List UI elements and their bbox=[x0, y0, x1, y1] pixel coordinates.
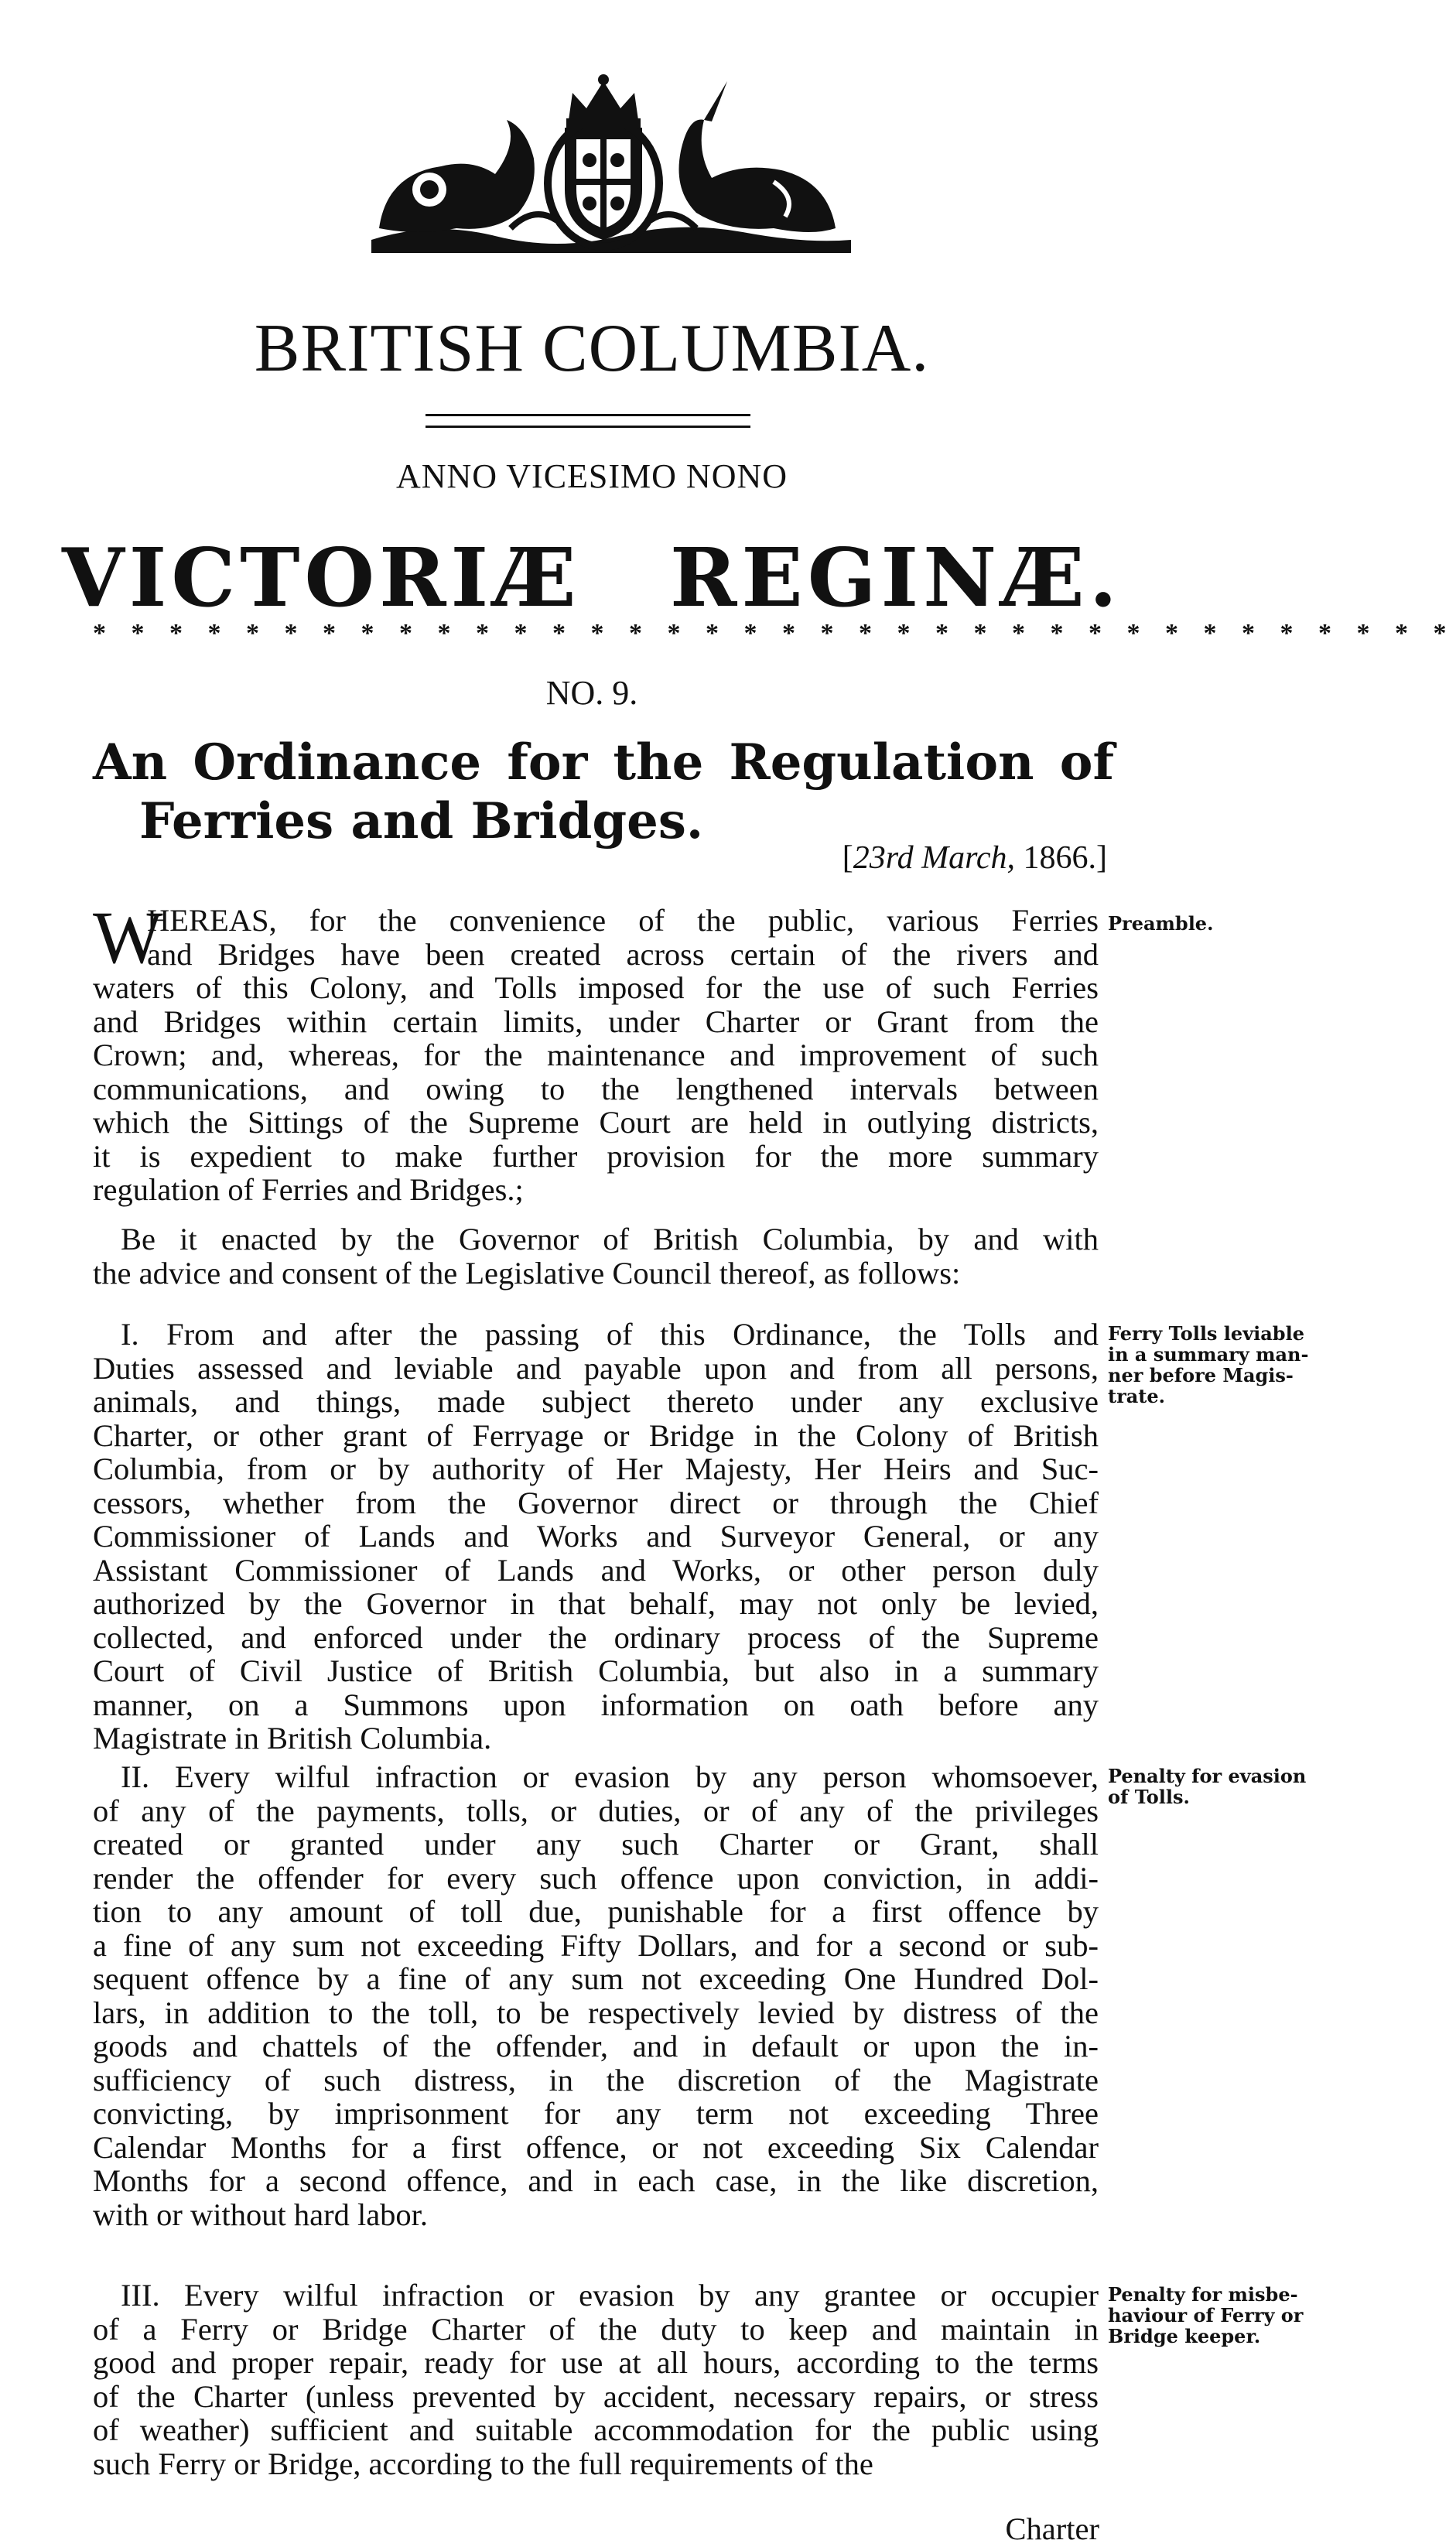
text-line: sufficiency of such distress, in the discretion of the Magistrate bbox=[93, 2062, 1099, 2097]
text-line: and Bridges within certain limits, under Charter or Grant from the bbox=[93, 1003, 1099, 1039]
regnal-right-word: REGINÆ. bbox=[670, 530, 1122, 625]
ordinance-title-line-1 bbox=[93, 733, 1114, 792]
text-line: of weather) sufficient and suitable accommodation for the public using bbox=[93, 2412, 1099, 2447]
ordinance-title-word: Regulation bbox=[729, 733, 1034, 791]
text-line: II. Every wilful infraction or evasion by any person whomsoever, bbox=[121, 1759, 1099, 1794]
section-1-paragraph bbox=[93, 1318, 1099, 1756]
ordinance-number: NO. 9. bbox=[545, 674, 638, 712]
text-line: manner, on a Summons upon information on oath before any bbox=[93, 1687, 1099, 1722]
section-3-paragraph bbox=[93, 2279, 1099, 2480]
ordinance-title-line-2: Ferries and Bridges. bbox=[139, 792, 704, 850]
text-line: render the offender for every such offence upon conviction, in addi- bbox=[93, 1860, 1099, 1896]
text-line: III. Every wilful infraction or evasion by any grantee or occupier bbox=[121, 2278, 1099, 2313]
margin-note-line: ner before Magis- bbox=[1108, 1364, 1294, 1386]
ordinance-title-word: the bbox=[613, 733, 704, 791]
text-line: Calendar Months for a first offence, or not exceeding Six Calendar bbox=[93, 2129, 1099, 2165]
enacting-clause bbox=[93, 1222, 1099, 1290]
text-line: Assistant Commissioner of Lands and Works, or other person duly bbox=[93, 1552, 1099, 1588]
regnal-year-line: ANNO VICESIMO NONO bbox=[395, 457, 788, 495]
royal-crest-emblem bbox=[340, 74, 866, 259]
text-line: regulation of Ferries and Bridges.; bbox=[93, 1172, 524, 1207]
date-open-bracket: [ bbox=[842, 840, 853, 876]
margin-note-line: trate. bbox=[1108, 1385, 1165, 1407]
margin-note-line: of Tolls. bbox=[1108, 1786, 1190, 1808]
text-line: goods and chattels of the offender, and in default or upon the in- bbox=[93, 2029, 1099, 2063]
text-line: good and proper repair, ready for use at all hours, according to the terms bbox=[93, 2345, 1099, 2380]
text-line: tion to any amount of toll due, punishable for a first offence by bbox=[93, 1894, 1099, 1929]
catchword: Charter bbox=[1005, 2511, 1099, 2546]
text-line: created or granted under any such Charter or Grant, shall bbox=[93, 1827, 1099, 1862]
text-line: convicting, by imprisonment for any term not exceeding Three bbox=[93, 2096, 1099, 2131]
text-line: cessors, whether from the Governor direct or through the Chief bbox=[93, 1485, 1099, 1520]
text-line: Charter, or other grant of Ferryage or Bridge in the Colony of British bbox=[93, 1417, 1099, 1453]
text-line: of a Ferry or Bridge Charter of the duty to keep and maintain in bbox=[93, 2311, 1099, 2347]
ordinance-title bbox=[93, 733, 1114, 851]
text-line: authorized by the Governor in that behalf, may not only be levied, bbox=[93, 1586, 1099, 1621]
text-line: of the Charter (unless prevented by accident, necessary repairs, or stress bbox=[93, 2378, 1099, 2414]
section-2-paragraph bbox=[93, 1760, 1099, 2231]
text-line: lars, in addition to the toll, to be respectively levied by distress of the bbox=[93, 1995, 1099, 2030]
text-line: Columbia, from or by authority of Her Majesty, Her Heirs and Suc- bbox=[93, 1451, 1099, 1486]
ordinance-title-word: of bbox=[1059, 733, 1114, 791]
margin-note-line: in a summary man- bbox=[1108, 1343, 1309, 1366]
text-line: sequent offence by a fine of any sum not exceeding One Hundred Dol- bbox=[93, 1961, 1099, 1996]
asterisk-divider: * * * * * * * * * * * * * * * * * * * * * * * * * * * * * * * * * * * * bbox=[93, 619, 1456, 648]
text-line: animals, and things, made subject thereto under any exclusive bbox=[93, 1384, 1099, 1419]
margin-note-line: Bridge keeper. bbox=[1108, 2325, 1261, 2347]
margin-note-line: Ferry Tolls leviable bbox=[1108, 1322, 1304, 1345]
text-line: Crown; and, whereas, for the maintenance and improvement of such bbox=[93, 1038, 1099, 1072]
text-line: and Bridges have been created across certain of the rivers and bbox=[147, 936, 1099, 972]
text-line: Duties assessed and leviable and payable upon and from all persons, bbox=[93, 1350, 1099, 1386]
enactment-date bbox=[842, 839, 1107, 877]
margin-note-preamble: Preamble. bbox=[1108, 912, 1214, 935]
text-line: a fine of any sum not exceeding Fifty Dollars, and for a second or sub- bbox=[93, 1927, 1099, 1963]
margin-note-line: Penalty for misbe- bbox=[1108, 2283, 1298, 2306]
text-line: such Ferry or Bridge, according to the full requirements of the bbox=[93, 2446, 873, 2481]
text-line: HEREAS, for the convenience of the public, various Ferries bbox=[147, 903, 1099, 938]
text-line: waters of this Colony, and Tolls imposed for the use of such Ferries bbox=[93, 970, 1099, 1005]
jurisdiction-title: BRITISH COLUMBIA. bbox=[254, 311, 930, 386]
margin-note-section-2 bbox=[1108, 1766, 1340, 1807]
drop-cap-letter: W bbox=[93, 896, 163, 979]
margin-note-line: Penalty for evasion bbox=[1108, 1765, 1307, 1787]
ordinance-title-word: Ordinance bbox=[193, 733, 482, 791]
text-line: Court of Civil Justice of British Columbia, but also in a summary bbox=[93, 1653, 1099, 1688]
regnal-left-word: VICTORIÆ bbox=[62, 530, 581, 625]
text-line: with or without hard labor. bbox=[93, 2197, 429, 2232]
text-line: Magistrate in British Columbia. bbox=[93, 1721, 492, 1756]
text-line: it is expedient to make further provision for the more summary bbox=[93, 1138, 1099, 1174]
text-line: collected, and enforced under the ordinary process of the Supreme bbox=[93, 1619, 1099, 1655]
date-year: 1866.] bbox=[1015, 840, 1107, 876]
margin-note-line: haviour of Ferry or bbox=[1108, 2304, 1304, 2326]
text-line: Be it enacted by the Governor of British Columbia, by and with bbox=[121, 1222, 1099, 1256]
regnal-heading bbox=[62, 530, 1122, 625]
margin-note-section-1 bbox=[1108, 1323, 1340, 1407]
text-line: Commissioner of Lands and Works and Surveyor General, or any bbox=[93, 1519, 1099, 1554]
text-line: which the Sittings of the Supreme Court are held in outlying districts, bbox=[93, 1105, 1099, 1140]
text-line: Months for a second offence, and in each case, in the like discretion, bbox=[93, 2163, 1099, 2198]
double-rule-divider bbox=[426, 414, 750, 428]
ordinance-title-word: for bbox=[507, 733, 588, 791]
date-day-month: 23rd March, bbox=[853, 840, 1015, 876]
ordinance-title-word: An bbox=[93, 733, 168, 791]
text-line: I. From and after the passing of this Ordinance, the Tolls and bbox=[121, 1317, 1099, 1352]
preamble-paragraph bbox=[93, 896, 1099, 1207]
text-line: the advice and consent of the Legislative Council thereof, as follows: bbox=[93, 1255, 961, 1291]
text-line: of any of the payments, tolls, or duties, or of any of the privileges bbox=[93, 1793, 1099, 1828]
margin-note-section-3 bbox=[1108, 2284, 1340, 2347]
text-line: communications, and owing to the lengthened intervals between bbox=[93, 1071, 1099, 1106]
